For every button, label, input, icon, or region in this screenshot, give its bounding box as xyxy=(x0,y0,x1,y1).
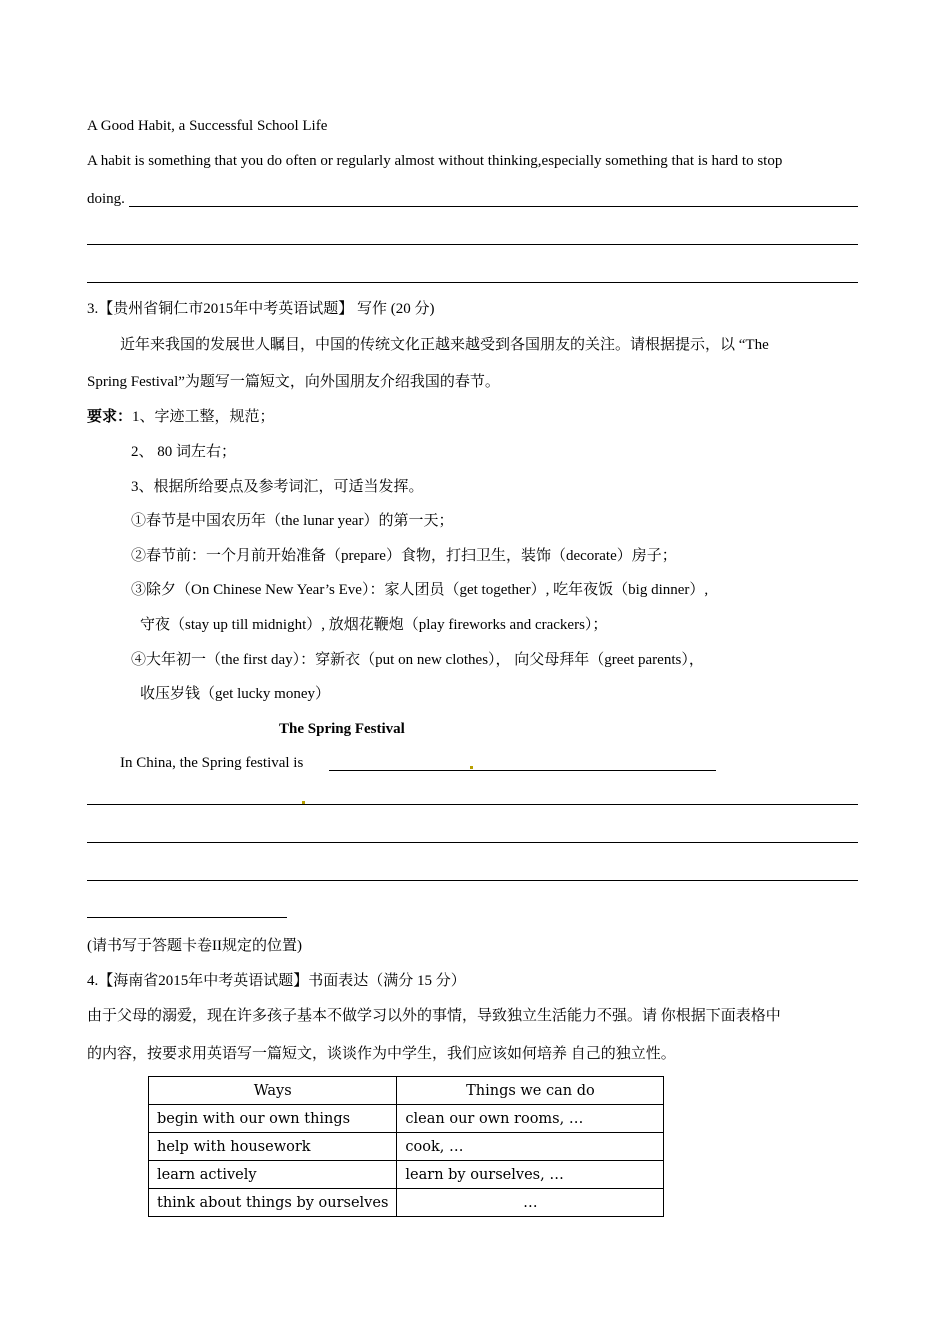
marker-dot xyxy=(302,801,305,804)
table-row xyxy=(149,1161,664,1189)
q3-requirement-2: 2、 80 词左右； xyxy=(131,444,237,460)
answer-blank[interactable] xyxy=(87,917,287,918)
answer-blank[interactable] xyxy=(329,770,716,771)
table-header-ways: Ways xyxy=(149,1077,397,1105)
answer-blank[interactable] xyxy=(87,842,858,843)
table-cell-thing: learn by ourselves, … xyxy=(397,1161,664,1189)
table-cell-way: help with housework xyxy=(149,1133,397,1161)
q3-req1-text: 1、字迹工整，规范； xyxy=(132,409,275,425)
q3-point-1: ①春节是中国农历年（the lunar year）的第一天； xyxy=(131,513,454,529)
table-cell-way: learn actively xyxy=(149,1161,397,1189)
essay1-line2-prefix: doing. xyxy=(87,191,125,207)
answer-blank[interactable] xyxy=(87,804,858,805)
table-header-row xyxy=(149,1077,664,1105)
table-cell-thing: clean our own rooms, … xyxy=(397,1105,664,1133)
q3-point-3a: ③除夕（On Chinese New Year’s Eve）：家人团员（get together）, 吃年夜饭（big dinner）, xyxy=(131,582,709,598)
q3-requirement-1 xyxy=(87,407,275,427)
q3-point-2: ②春节前：一个月前开始准备（prepare）食物，打扫卫生，装饰（decorate）房子； xyxy=(131,548,677,564)
essay2-title: The Spring Festival xyxy=(279,721,405,737)
answer-blank[interactable] xyxy=(87,282,858,283)
table-row xyxy=(149,1105,664,1133)
essay1-title: A Good Habit, a Successful School Life xyxy=(87,118,328,134)
marker-dot xyxy=(470,766,473,769)
q3-note: (请书写于答题卡卷II规定的位置) xyxy=(87,938,302,954)
q3-intro-line2: Spring Festival”为题写一篇短文，向外国朋友介绍我国的春节。 xyxy=(87,374,500,390)
essay2-start: In China, the Spring festival is xyxy=(120,755,304,771)
table-cell-thing: … xyxy=(397,1189,664,1217)
answer-blank[interactable] xyxy=(87,244,858,245)
q4-intro-line1: 由于父母的溺爱，现在许多孩子基本不做学习以外的事情，导致独立生活能力不强。请 你根据下面表格中 xyxy=(87,1008,781,1024)
q3-point-4b: 收压岁钱（get lucky money） xyxy=(140,686,330,702)
q3-heading: 3.【贵州省铜仁市2015年中考英语试题】 写作 (20 分) xyxy=(87,301,435,317)
table-row xyxy=(149,1189,664,1217)
q4-intro-line2: 的内容，按要求用英语写一篇短文，谈谈作为中学生，我们应该如何培养 自己的独立性。 xyxy=(87,1046,676,1062)
table-row xyxy=(149,1133,664,1161)
q3-requirement-label: 要求： xyxy=(87,409,133,425)
table-cell-thing: cook, … xyxy=(397,1133,664,1161)
essay1-line1: A habit is something that you do often or regularly almost without thinking,especially something that is hard to stop xyxy=(87,153,783,169)
q3-point-3b: 守夜（stay up till midnight）, 放烟花鞭炮（play fireworks and crackers）； xyxy=(140,617,608,633)
answer-blank[interactable] xyxy=(129,206,858,207)
q3-requirement-3: 3、根据所给要点及参考词汇，可适当发挥。 xyxy=(131,479,424,495)
table-header-things: Things we can do xyxy=(397,1077,664,1105)
ways-table xyxy=(148,1076,664,1217)
q4-heading: 4.【海南省2015年中考英语试题】书面表达（满分 15 分） xyxy=(87,973,466,989)
q3-point-4a: ④大年初一（the first day）：穿新衣（put on new clothes）， 向父母拜年（greet parents）， xyxy=(131,652,704,668)
table-cell-way: think about things by ourselves xyxy=(149,1189,397,1217)
answer-blank[interactable] xyxy=(87,880,858,881)
table-cell-way: begin with our own things xyxy=(149,1105,397,1133)
q3-intro-line1: 近年来我国的发展世人瞩目，中国的传统文化正越来越受到各国朋友的关注。请根据提示，以 “The xyxy=(120,337,769,353)
